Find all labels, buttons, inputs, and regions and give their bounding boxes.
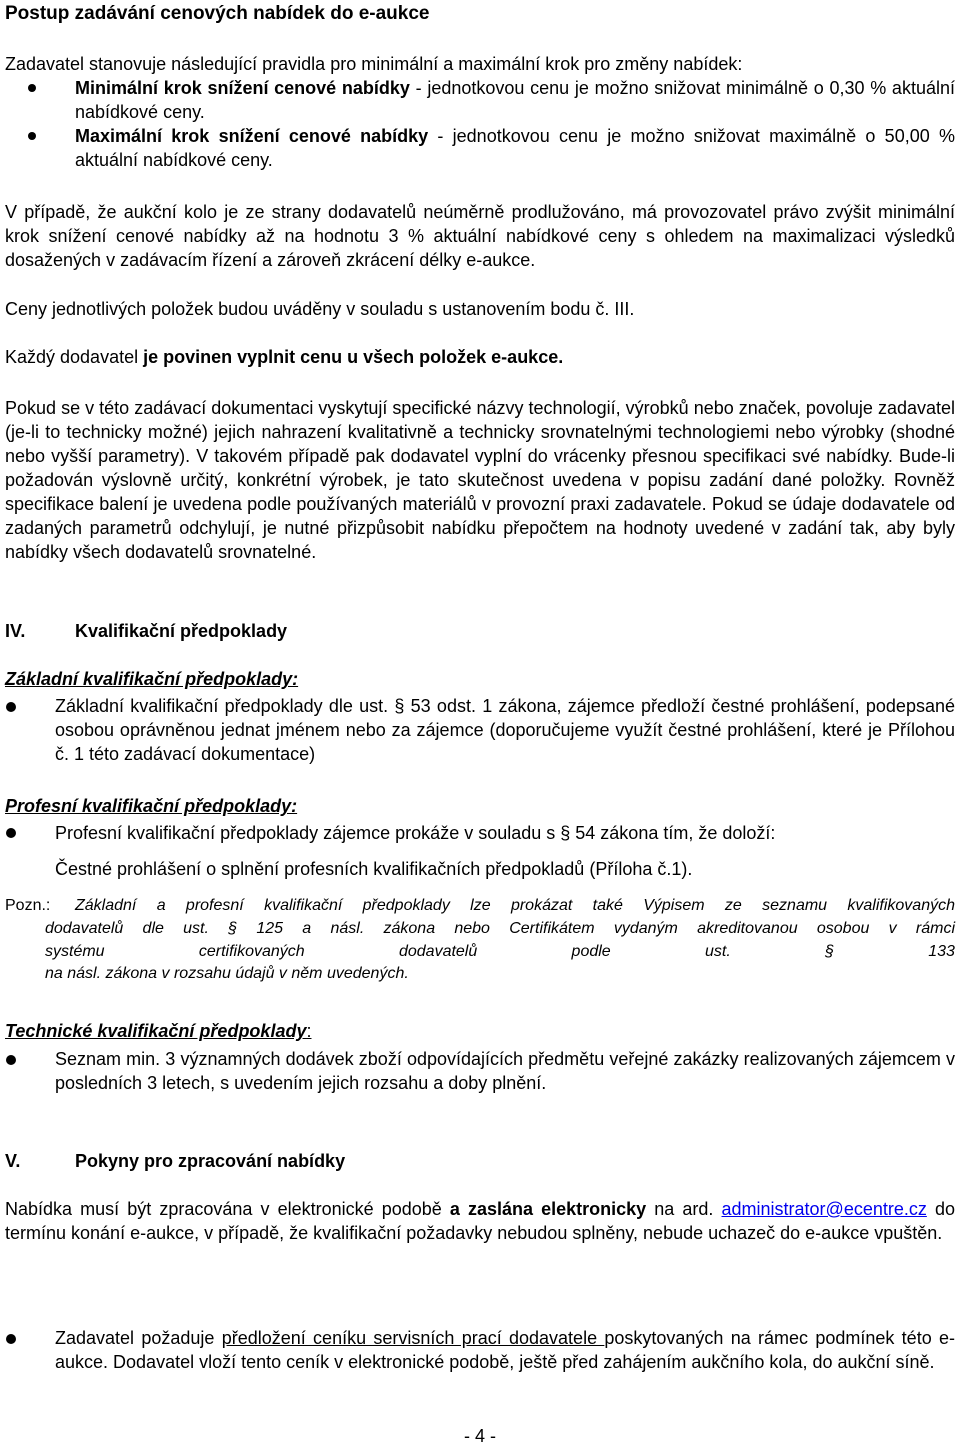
max-step-label: Maximální krok snížení cenové nabídky <box>75 126 429 146</box>
min-step-text: - jednotkovou cenu je možno snižovat minimálně o 0,30 % aktuální nabídkové ceny. <box>75 78 955 122</box>
note-word: systému <box>45 943 105 960</box>
pricelist-item <box>55 1326 955 1374</box>
note-line-4: na násl. zákona v rozsahu údajů v něm uvedených. <box>45 965 409 982</box>
max-step-text: - jednotkovou cenu je možno snižovat maximálně o 50,00 % aktuální nabídkové ceny. <box>75 126 955 170</box>
min-step-label: Minimální krok snížení cenové nabídky <box>75 78 410 98</box>
prices-paragraph: Ceny jednotlivých položek budou uváděny v souladu s ustanovením bodu č. III. <box>5 299 635 319</box>
technical-qualification-heading: Technické kvalifikační předpoklady <box>5 1021 307 1041</box>
note-word: 133 <box>928 943 955 960</box>
basic-qualification-heading: Základní kvalifikační předpoklady: <box>5 669 299 689</box>
note-line-2: dodavatelů dle ust. § 125 a násl. zákona nebo Certifikátem vydaným akreditovanou osobou v rámci <box>45 920 955 937</box>
heading-colon: : <box>306 1021 312 1041</box>
note-word: certifikovaných <box>198 943 305 960</box>
pricelist-text: poskytovaných na rámec podmínek této e-aukce. Dodavatel vloží tento ceník v elektronické podobě, ještě před zahájením aukčního kola, do aukční síně. <box>55 1328 955 1372</box>
offer-text: do termínu konání e-aukce, v případě, že kvalifikační požadavky nebudou splněny, nebude uchazeč do e-aukce vpuštěn. <box>5 1199 955 1243</box>
offer-text: na ard. <box>646 1199 714 1219</box>
bullet-icon <box>6 702 16 712</box>
offer-text: Nabídka musí být zpracována v elektronické podobě <box>5 1199 450 1219</box>
pricelist-underlined: předložení ceníku servisních prací dodavatele <box>221 1328 605 1348</box>
obligation-bold: je povinen vyplnit cenu u všech položek e-aukce. <box>143 347 564 367</box>
note-line-3 <box>45 940 955 964</box>
basic-qualification-item: Základní kvalifikační předpoklady dle ust. § 53 odst. 1 zákona, zájemce předloží čestné prohlášení, podepsané osobou oprávněnou jednat jménem nebo za zájemce (doporučujeme využít čestné prohlášení, které je Přílohou č. 1 této zadávací dokumentace) <box>55 696 955 764</box>
bullet-icon <box>6 1334 16 1344</box>
note-word: dodavatelů <box>398 943 478 960</box>
obligation-text: Každý dodavatel <box>5 347 144 367</box>
technical-qualification-item: Seznam min. 3 významných dodávek zboží odpovídajících předmětu veřejné zakázky realizovaných zájemcem v posledních 3 letech, s uvedením jejich rozsahu a doby plnění. <box>55 1049 955 1093</box>
pricelist-text: Zadavatel požaduje <box>55 1328 222 1348</box>
section-number: IV. <box>5 621 26 641</box>
email-link[interactable]: administrator@ecentre.cz <box>721 1199 927 1219</box>
note-label: Pozn.: <box>5 897 51 914</box>
extension-paragraph: V případě, že aukční kolo je ze strany dodavatelů neúměrně prodlužováno, má provozovatel právo zvýšit minimální krok snížení cenové nabídky až na hodnotu 3 % aktuální nabídkové ceny s ohledem na maximalizaci výsledků dosažených v zadávacím řízení a zároveň zkrácení délky e-aukce. <box>5 202 955 270</box>
intro-paragraph: Zadavatel stanovuje následující pravidla pro minimální a maximální krok pro změny nabídek: <box>5 54 743 74</box>
professional-qualification-heading: Profesní kvalifikační předpoklady: <box>5 796 298 816</box>
professional-qualification-item: Profesní kvalifikační předpoklady zájemce prokáže v souladu s § 54 zákona tím, že doloží: <box>55 823 776 843</box>
section-number: V. <box>5 1151 21 1171</box>
offer-paragraph <box>5 1197 955 1245</box>
note-word: ust. <box>704 943 731 960</box>
bullet-icon <box>6 828 16 838</box>
min-step-item <box>75 76 955 124</box>
note-line-1: Základní a profesní kvalifikační předpoklady lze prokázat také Výpisem ze seznamu kvalifikovaných <box>75 897 955 914</box>
document-title: Postup zadávání cenových nabídek do e-aukce <box>5 3 430 24</box>
note-word: § <box>825 943 834 960</box>
offer-bold: a zaslána elektronicky <box>449 1199 647 1219</box>
section-title: Pokyny pro zpracování nabídky <box>75 1151 346 1171</box>
bullet-icon <box>28 84 36 92</box>
section-title: Kvalifikační předpoklady <box>75 621 288 641</box>
max-step-item <box>75 124 955 172</box>
page-number: - 4 - <box>463 1426 496 1446</box>
note-word: podle <box>571 943 611 960</box>
professional-declaration: Čestné prohlášení o splnění profesních kvalifikačních předpokladů (Příloha č.1). <box>55 859 693 879</box>
bullet-icon <box>6 1055 16 1065</box>
technical-qualification-heading-wrap <box>5 1019 311 1043</box>
specific-names-paragraph: Pokud se v této zadávací dokumentaci vyskytují specifické názvy technologií, výrobků nebo značek, povoluje zadavatel (je-li to technicky možné) jejich nahrazení kvalitativně a technicky srovnatelnými technologiemi nebo výrobky (shodné nebo vyšší parametry). V takovém případě pak dodavatel vyplní do vrácenky přesnou specifikaci své nabídky. Bude-li požadován výslovně určitý, konkrétní výrobek, je tato skutečnost uvedena v popisu zadání dané položky. Rovněž specifikace balení je uvedena podle používaných materiálů v provozní praxi zadavatele. Pokud se údaje dodavatele od zadaných parametrů odchylují, je nutné přizpůsobit nabídku přepočtem na hodnoty uvedené v zadání tak, aby byly nabídky všech dodavatelů srovnatelné. <box>5 398 955 562</box>
obligation-paragraph <box>5 345 955 369</box>
bullet-icon <box>28 132 36 140</box>
